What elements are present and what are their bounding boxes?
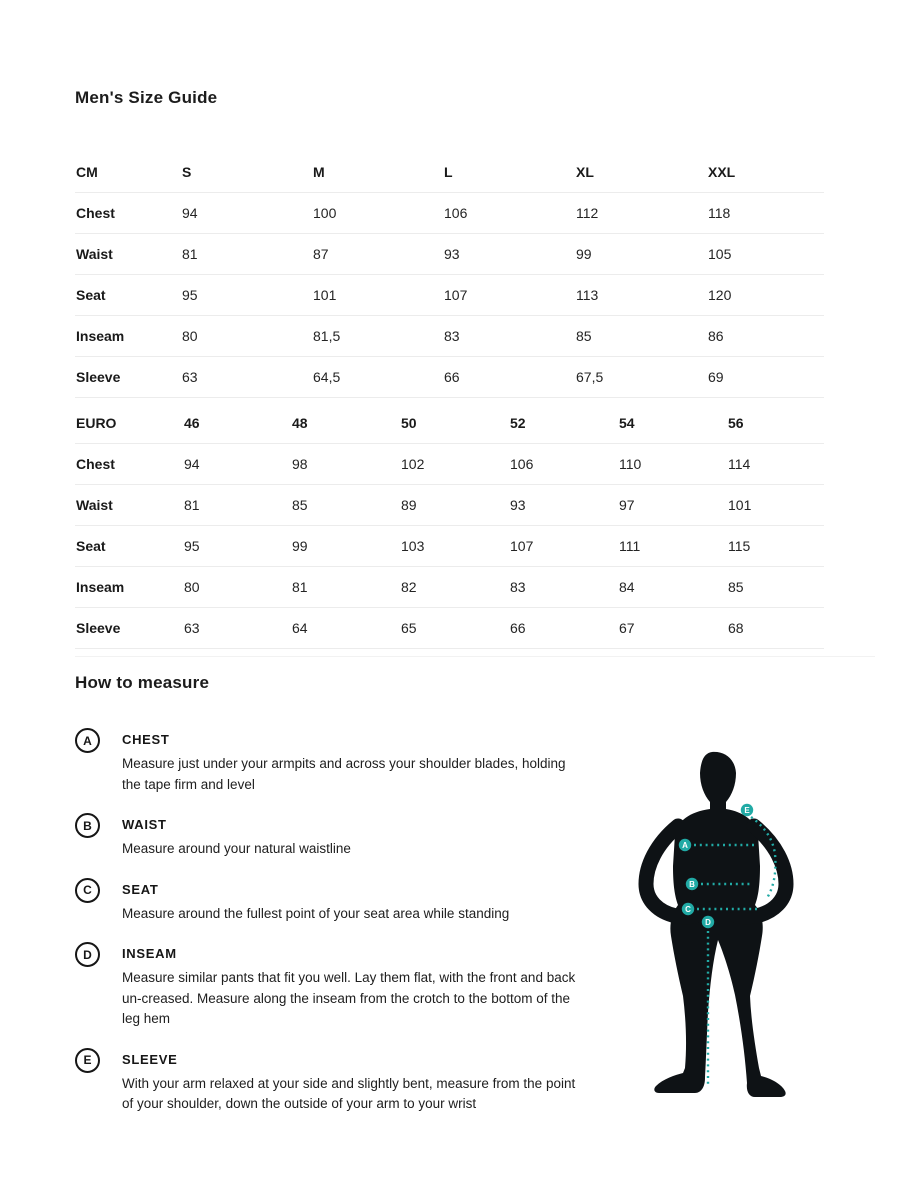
size-value: 83 (509, 567, 618, 608)
measure-item-description: Measure similar pants that fit you well. Lay them flat, with the front and back un-creased. Measure along the inseam from the crotch to the bottom of the leg hem (122, 970, 576, 1026)
column-header: 48 (291, 403, 400, 444)
figure-marker-letter: E (744, 805, 750, 815)
figure-marker-letter: C (685, 904, 691, 914)
size-value: 93 (443, 234, 575, 275)
size-value: 67,5 (575, 357, 707, 398)
size-table-header-row (75, 403, 824, 444)
size-value: 107 (509, 526, 618, 567)
size-table-euro (75, 403, 824, 649)
size-value: 107 (443, 275, 575, 316)
row-label: Inseam (75, 567, 183, 608)
measure-item (75, 946, 595, 1030)
size-row (75, 357, 824, 398)
size-value: 66 (443, 357, 575, 398)
column-header: XL (575, 152, 707, 193)
size-value: 94 (183, 444, 291, 485)
body-measurement-figure (618, 740, 813, 1118)
size-value: 69 (707, 357, 824, 398)
size-value: 101 (312, 275, 443, 316)
size-value: 93 (509, 485, 618, 526)
size-row (75, 275, 824, 316)
measure-item-title: SLEEVE (122, 1051, 178, 1067)
measure-item-title: INSEAM (122, 946, 177, 961)
size-value: 98 (291, 444, 400, 485)
row-label: Chest (75, 444, 183, 485)
size-value: 102 (400, 444, 509, 485)
measure-item-description: Measure around your natural waistline (122, 841, 351, 856)
size-value: 68 (727, 608, 824, 649)
row-label: Sleeve (75, 608, 183, 649)
size-row (75, 444, 824, 485)
size-value: 63 (181, 357, 312, 398)
size-value: 118 (707, 193, 824, 234)
row-label: Seat (75, 526, 183, 567)
figure-marker-letter: D (705, 917, 711, 927)
how-to-measure-section (75, 732, 900, 1115)
size-row (75, 485, 824, 526)
measure-item-title: WAIST (122, 817, 167, 832)
size-value: 105 (707, 234, 824, 275)
column-header: 54 (618, 403, 727, 444)
measure-item-description: With your arm relaxed at your side and slightly bent, measure from the point of your shoulder, down the outside of your arm to your wrist (122, 1075, 576, 1111)
measure-item-title: CHEST (122, 732, 170, 747)
row-label: Waist (75, 234, 181, 275)
how-to-measure-title: How to measure (75, 673, 210, 692)
row-label: Inseam (75, 316, 181, 357)
size-value: 99 (575, 234, 707, 275)
column-header: 52 (509, 403, 618, 444)
size-row (75, 608, 824, 649)
size-value: 65 (400, 608, 509, 649)
column-header: 56 (727, 403, 824, 444)
size-value: 67 (618, 608, 727, 649)
size-value: 81 (183, 485, 291, 526)
measure-letter-badge: D (75, 942, 100, 967)
size-value: 80 (183, 567, 291, 608)
column-header: 50 (400, 403, 509, 444)
measure-item-description: Measure around the fullest point of your seat area while standing (122, 905, 510, 921)
size-table-cm (75, 152, 824, 398)
size-value: 81 (291, 567, 400, 608)
measure-item-body (122, 817, 577, 860)
measure-letter-badge: B (75, 813, 100, 838)
measure-item (75, 882, 595, 925)
size-value: 99 (291, 526, 400, 567)
size-value: 113 (575, 275, 707, 316)
column-header: L (443, 152, 575, 193)
size-value: 64 (291, 608, 400, 649)
size-row (75, 316, 824, 357)
row-label: Sleeve (75, 357, 181, 398)
size-value: 66 (509, 608, 618, 649)
size-value: 87 (312, 234, 443, 275)
column-header: M (312, 152, 443, 193)
measure-item (75, 1052, 595, 1115)
measure-item-body (122, 1052, 577, 1115)
measure-item-title: SEAT (122, 881, 159, 897)
measure-letter-badge: C (75, 878, 100, 903)
size-value: 103 (400, 526, 509, 567)
size-value: 63 (183, 608, 291, 649)
size-value: 94 (181, 193, 312, 234)
size-value: 115 (727, 526, 824, 567)
column-header: CM (75, 152, 181, 193)
size-value: 84 (618, 567, 727, 608)
measure-letter-badge: E (75, 1048, 100, 1073)
size-value: 120 (707, 275, 824, 316)
size-value: 110 (618, 444, 727, 485)
measure-item (75, 817, 595, 860)
size-value: 85 (291, 485, 400, 526)
column-header: XXL (707, 152, 824, 193)
size-value: 81,5 (312, 316, 443, 357)
size-value: 85 (575, 316, 707, 357)
size-value: 106 (509, 444, 618, 485)
size-value: 106 (443, 193, 575, 234)
size-table-header-row (75, 152, 824, 193)
size-value: 95 (181, 275, 312, 316)
size-value: 89 (400, 485, 509, 526)
figure-marker-letter: B (689, 879, 695, 889)
size-value: 97 (618, 485, 727, 526)
size-value: 64,5 (312, 357, 443, 398)
column-header: EURO (75, 403, 183, 444)
size-value: 85 (727, 567, 824, 608)
size-value: 83 (443, 316, 575, 357)
measure-item (75, 732, 595, 795)
column-header: 46 (183, 403, 291, 444)
measure-item-description: Measure just under your armpits and across your shoulder blades, holding the tape firm and level (122, 756, 566, 792)
row-label: Chest (75, 193, 181, 234)
size-value: 101 (727, 485, 824, 526)
column-header: S (181, 152, 312, 193)
page-title: Men's Size Guide (75, 88, 218, 107)
size-value: 82 (400, 567, 509, 608)
measure-item-body (122, 946, 577, 1030)
size-value: 80 (181, 316, 312, 357)
measure-item-body (122, 732, 577, 795)
figure-silhouette (654, 752, 785, 1097)
size-value: 111 (618, 526, 727, 567)
size-value: 81 (181, 234, 312, 275)
size-row (75, 526, 824, 567)
measure-item-body (122, 882, 577, 925)
size-row (75, 234, 824, 275)
size-value: 86 (707, 316, 824, 357)
size-value: 114 (727, 444, 824, 485)
size-row (75, 567, 824, 608)
row-label: Waist (75, 485, 183, 526)
figure-marker-letter: A (682, 840, 688, 850)
size-row (75, 193, 824, 234)
size-value: 95 (183, 526, 291, 567)
measure-letter-badge: A (75, 728, 100, 753)
row-label: Seat (75, 275, 181, 316)
size-value: 112 (575, 193, 707, 234)
size-value: 100 (312, 193, 443, 234)
